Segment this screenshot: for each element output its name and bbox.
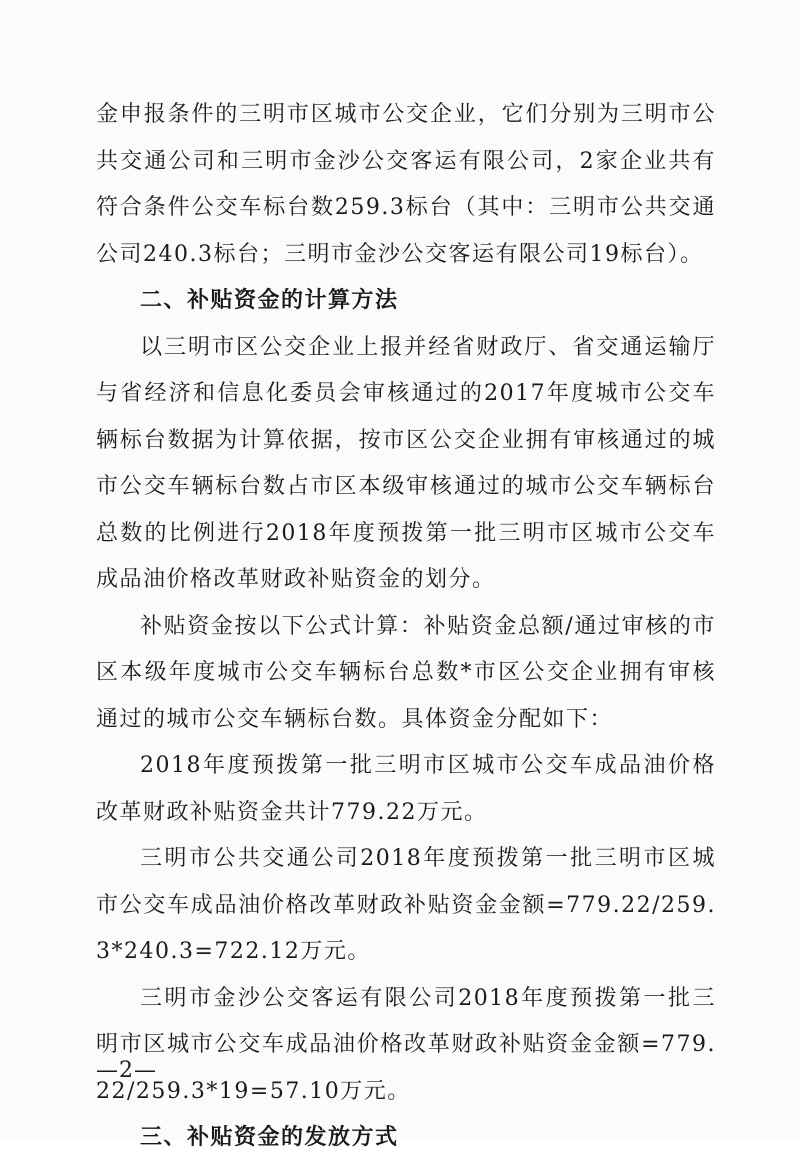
document-body [96, 92, 716, 1162]
section-heading-payment-method: 三、补贴资金的发放方式 [140, 1125, 399, 1150]
paragraph-total-funds: 2018年度预拨第一批三明市区城市公交车成品油价格改革财政补贴资金共计779.22万元。 [96, 753, 716, 825]
paragraph-formula: 补贴资金按以下公式计算：补贴资金总额/通过审核的市区本级年度城市公交车辆标台总数*市区公交企业拥有审核通过的城市公交车辆标台数。具体资金分配如下： [96, 613, 716, 732]
paragraph-jinsha-allocation: 三明市金沙公交客运有限公司2018年度预拨第一批三明市区城市公交车成品油价格改革财政补贴资金金额=779.22/259.3*19=57.10万元。 [96, 985, 716, 1104]
paragraph-public-transport-allocation: 三明市公共交通公司2018年度预拨第一批三明市区城市公交车成品油价格改革财政补贴资金金额=779.22/259.3*240.3=722.12万元。 [96, 846, 716, 964]
section-heading-calculation-method: 二、补贴资金的计算方法 [140, 288, 399, 313]
page-number: —2— [96, 1058, 157, 1083]
paragraph-eligible-companies: 金申报条件的三明市区城市公交企业，它们分别为三明市公共交通公司和三明市金沙公交客运有限公司，2家企业共有符合条件公交车标台数259.3标台（其中：三明市公共交通公司240.3标台；三明市金沙公交客运有限公司19标台）。 [96, 102, 716, 267]
paragraph-calculation-basis: 以三明市区公交企业上报并经省财政厅、省交通运输厅与省经济和信息化委员会审核通过的2017年度城市公交车辆标台数据为计算依据，按市区公交企业拥有审核通过的城市公交车辆标台数占市区本级审核通过的城市公交车辆标台总数的比例进行2018年度预拨第一批三明市区城市公交车成品油价格改革财政补贴资金的划分。 [96, 334, 716, 592]
